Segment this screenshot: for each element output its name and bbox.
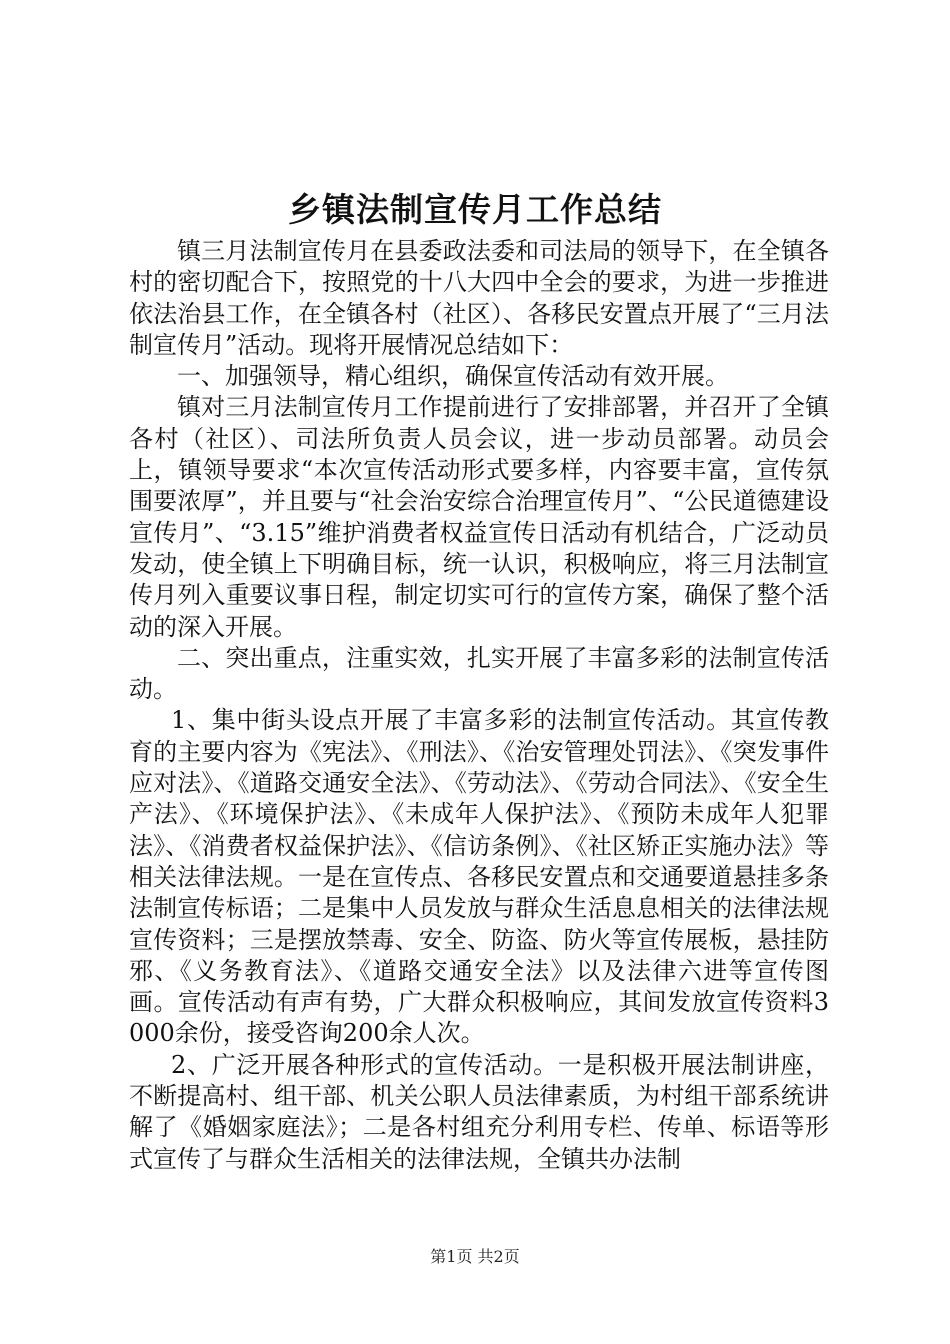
page-footer: 第1页 共2页: [430, 1247, 520, 1266]
page-title: 乡镇法制宣传月工作总结: [288, 190, 662, 229]
paragraph-section-one: 镇对三月法制宣传月工作提前进行了安排部署，并召开了全镇各村（社区）、司法所负责人员会议，进一步动员部署。动员会上，镇领导要求“本次宣传活动形式要多样，内容要丰富，宣传氛围要浓厚”，并且要与“社会治安综合治理宣传月”、“公民道德建设宣传月”、“3.15”维护消费者权益宣传日活动有机结合，广泛动员发动，使全镇上下明确目标，统一认识，积极响应，将三月法制宣传月列入重要议事日程，制定切实可行的宣传方案，确保了整个活动的深入开展。: [129, 393, 829, 641]
paragraph-item-one: 1、集中街头设点开展了丰富多彩的法制宣传活动。其宣传教育的主要内容为《宪法》、《刑法》、《治安管理处罚法》、《突发事件应对法》、《道路交通安全法》、《劳动法》、《劳动合同法》、《安全生产法》、《环境保护法》、《未成年人保护法》、《预防未成年人犯罪法》、《消费者权益保护法》、《信访条例》、《社区矫正实施办法》等相关法律法规。一是在宣传点、各移民安置点和交通要道悬挂多条法制宣传标语；二是集中人员发放与群众生活息息相关的法律法规宣传资料；三是摆放禁毒、安全、防盗、防火等宣传展板，悬挂防邪、《义务教育法》、《道路交通安全法》以及法律六进等宣传图画。宣传活动有声有势，广大群众积极响应，其间发放宣传资料3000余份，接受咨询200余人次。: [129, 706, 829, 1048]
section-heading-one: 一、加强领导，精心组织，确保宣传活动有效开展。: [177, 362, 729, 391]
document-body: [129, 236, 829, 1175]
section-heading-two: 二、突出重点，注重实效，扎实开展了丰富多彩的法制宣传活动。: [129, 643, 829, 704]
paragraph-item-two: 2、广泛开展各种形式的宣传活动。一是积极开展法制讲座，不断提高村、组干部、机关公职人员法律素质，为村组干部系统讲解了《婚姻家庭法》；二是各村组充分利用专栏、传单、标语等形式宣传了与群众生活相关的法律法规，全镇共办法制: [129, 1050, 829, 1173]
paragraph-intro: 镇三月法制宣传月在县委政法委和司法局的领导下，在全镇各村的密切配合下，按照党的十八大四中全会的要求，为进一步推进依法治县工作，在全镇各村（社区）、各移民安置点开展了“三月法制宣传月”活动。现将开展情况总结如下：: [129, 237, 829, 359]
